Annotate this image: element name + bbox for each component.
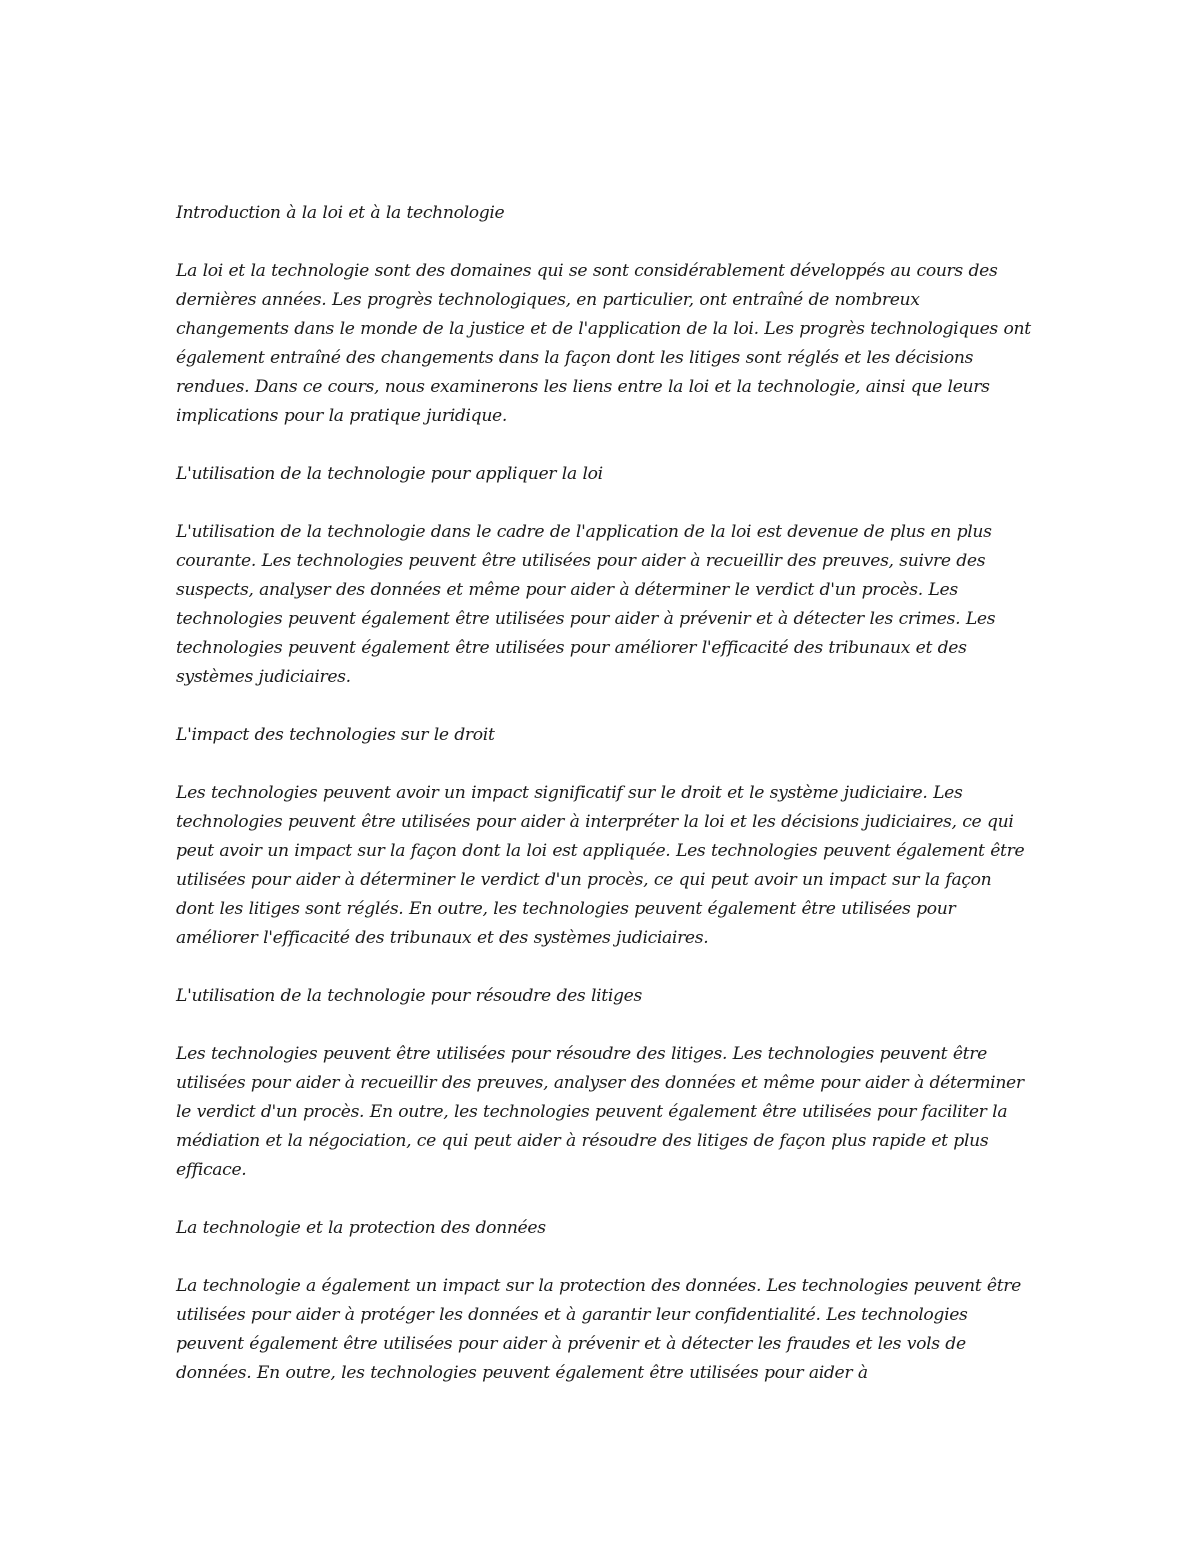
paragraph-disputes: Les technologies peuvent être utilisées pour résoudre des litiges. Les technologies peuvent être utilisées pour aider à recueillir des preuves, analyser des données et même pour aider à déterminer le verdict d'un procès. En outre, les technologies peuvent également être utilisées pour faciliter la médiation et la négociation, ce qui peut aider à résoudre des litiges de façon plus rapide et plus efficace. [176,1044,1024,1180]
paragraph-data-protection: La technologie a également un impact sur la protection des données. Les technologies peuvent être utilisées pour aider à protéger les données et à garantir leur confidentialité. Les technologies peuvent également être utilisées pour aider à prévenir et à détecter les fraudes et les vols de données. En outre, les technologies peuvent également être utilisées pour aider à [176,1276,1021,1383]
paragraph-impact: Les technologies peuvent avoir un impact significatif sur le droit et le système judiciaire. Les technologies peuvent être utilisées pour aider à interpréter la loi et les décisions judiciaires, ce qui peut avoir un impact sur la façon dont la loi est appliquée. Les technologies peuvent également être utilisées pour aider à déterminer le verdict d'un procès, ce qui peut avoir un impact sur la façon dont les litiges sont réglés. En outre, les technologies peuvent également être utilisées pour améliorer l'efficacité des tribunaux et des systèmes judiciaires. [176,783,1025,948]
section-heading-introduction: Introduction à la loi et à la technologie [176,203,505,223]
document-body [176,199,1032,1417]
paragraph-introduction: La loi et la technologie sont des domaines qui se sont considérablement développés au cours des dernières années. Les progrès technologiques, en particulier, ont entraîné de nombreux changements dans le monde de la justice et de l'application de la loi. Les progrès technologiques ont également entraîné des changements dans la façon dont les litiges sont réglés et les décisions rendues. Dans ce cours, nous examinerons les liens entre la loi et la technologie, ainsi que leurs implications pour la pratique juridique. [176,261,1031,426]
section-heading-impact: L'impact des technologies sur le droit [176,725,495,745]
section-heading-law-enforcement: L'utilisation de la technologie pour appliquer la loi [176,464,603,484]
paragraph-law-enforcement: L'utilisation de la technologie dans le cadre de l'application de la loi est devenue de plus en plus courante. Les technologies peuvent être utilisées pour aider à recueillir des preuves, suivre des suspects, analyser des données et même pour aider à déterminer le verdict d'un procès. Les technologies peuvent également être utilisées pour aider à prévenir et à détecter les crimes. Les technologies peuvent également être utilisées pour améliorer l'efficacité des tribunaux et des systèmes judiciaires. [176,522,996,687]
section-heading-data-protection: La technologie et la protection des données [176,1218,546,1238]
section-heading-disputes: L'utilisation de la technologie pour résoudre des litiges [176,986,642,1006]
